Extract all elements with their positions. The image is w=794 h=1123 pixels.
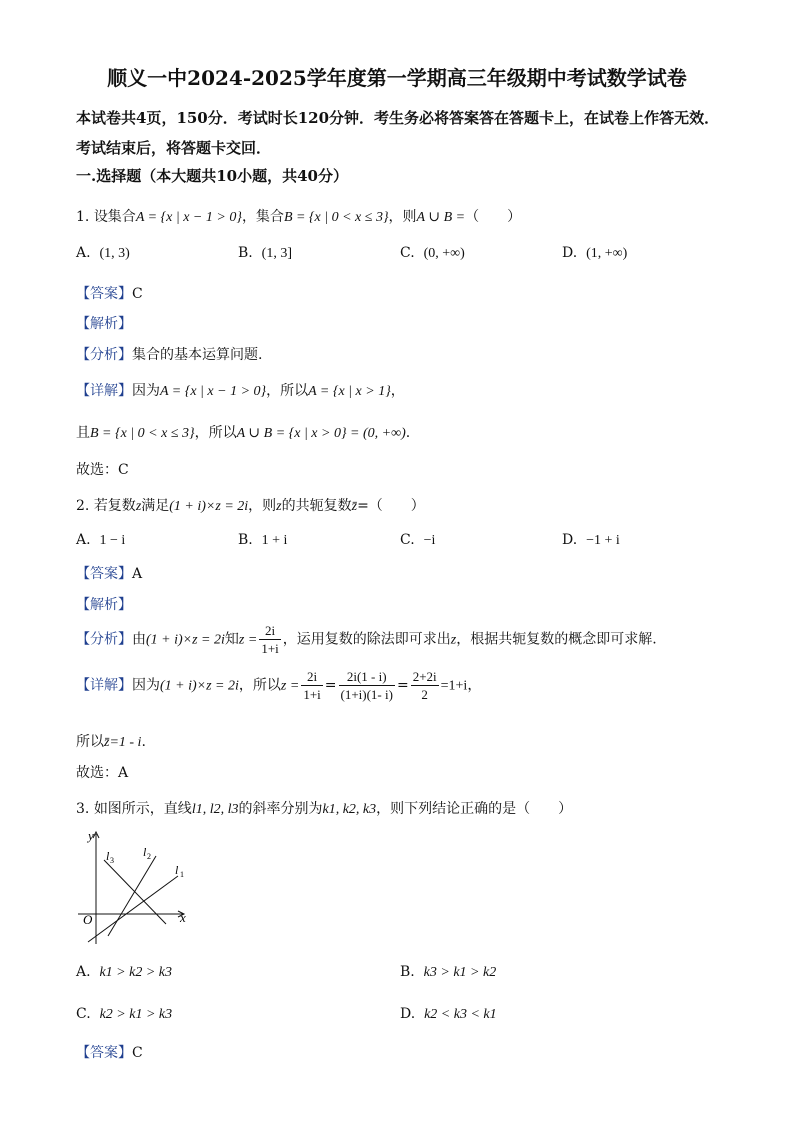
math-variable: z̄ <box>351 499 358 514</box>
option-value: (1, 3] <box>261 246 292 261</box>
option-d <box>562 245 627 262</box>
option-letter: C. <box>76 1006 91 1022</box>
question-text: 若复数 <box>93 498 136 514</box>
denominator: 1+i <box>261 641 279 656</box>
answer-line <box>76 563 142 583</box>
math-expression: A ∪ B = {x | x > 0} = (0, +∞) <box>236 426 406 441</box>
option-c <box>400 532 435 549</box>
fenxi-label: 【分析】 <box>76 631 132 648</box>
detail-text: ，所以 <box>238 677 281 694</box>
option-a <box>76 964 172 981</box>
detail-text: 且 <box>76 425 90 441</box>
option-letter: D. <box>562 532 578 548</box>
answer-value: C <box>132 286 143 302</box>
fenxi-line <box>76 622 657 657</box>
question-text: 设集合 <box>93 209 136 225</box>
union-expression: A ∪ B = <box>416 210 466 225</box>
fenxi-label: 【分析】 <box>76 347 132 363</box>
answer-line <box>76 283 143 303</box>
choice-line <box>76 762 128 782</box>
detail-text: ，所以 <box>194 425 237 441</box>
math-variable: z <box>450 632 457 648</box>
line-l2-subscript: 2 <box>147 852 151 861</box>
question-number: 1. <box>76 209 90 225</box>
fenxi-text: 知 <box>224 631 239 648</box>
math-expression: =1+i <box>440 678 468 694</box>
option-value: −i <box>423 533 436 548</box>
question-text: ，集合 <box>241 209 284 225</box>
detail-text: ，所以 <box>266 383 309 399</box>
question-text: =（ ） <box>357 498 425 514</box>
math-expression: k1, k2, k3 <box>322 802 377 817</box>
option-d <box>562 532 620 549</box>
answer-label: 【答案】 <box>76 1045 132 1061</box>
analysis-label: 【解析】 <box>76 597 132 613</box>
math-expression: z = <box>238 632 258 648</box>
numerator: 2i(1 - i) <box>339 668 395 686</box>
detail-line-2 <box>76 422 410 442</box>
answer-line <box>76 1042 143 1062</box>
choice-label: 故选： <box>76 765 118 781</box>
option-value: k1 > k2 > k3 <box>99 965 173 980</box>
question-text: 的斜率分别为 <box>238 801 323 817</box>
math-expression: (1 + i)×z = 2i <box>146 632 225 648</box>
option-letter: D. <box>400 1006 416 1022</box>
math-variable: z <box>135 499 142 514</box>
question-text: 的共轭复数 <box>281 498 352 514</box>
math-expression: l1, l2, l3 <box>191 802 239 817</box>
question-text: 满足 <box>141 498 170 514</box>
fenxi-text: 集合的基本运算问题. <box>132 347 263 363</box>
option-d <box>400 1006 497 1023</box>
choice-value: C <box>118 462 129 478</box>
math-variable: z <box>276 499 282 514</box>
option-letter: C. <box>400 245 415 261</box>
lines-figure <box>74 826 194 950</box>
option-letter: B. <box>400 964 415 980</box>
question-text: ，则下列结论正确的是（ ） <box>376 801 573 817</box>
question-text: ，则 <box>248 498 277 514</box>
line-l1-subscript: 1 <box>180 870 184 879</box>
option-letter: B. <box>238 245 253 261</box>
detail-text: ， <box>467 677 482 694</box>
option-value: k3 > k1 > k2 <box>423 965 497 980</box>
answer-value: C <box>132 1045 143 1061</box>
detail-label: 【详解】 <box>76 383 132 399</box>
option-letter: A. <box>76 245 91 261</box>
option-letter: D. <box>562 245 578 261</box>
answer-label: 【答案】 <box>76 286 132 302</box>
math-expression: z = <box>280 678 300 694</box>
fraction <box>259 622 280 657</box>
option-value: k2 > k1 > k3 <box>99 1007 173 1022</box>
denominator: 2 <box>421 687 428 702</box>
line-l1 <box>88 876 178 942</box>
set-a-definition: A = {x | x − 1 > 0} <box>135 210 242 225</box>
question-number: 2. <box>76 498 90 514</box>
question-number: 3. <box>76 801 90 817</box>
origin-label: O <box>83 912 93 927</box>
option-b <box>238 532 287 549</box>
option-c <box>76 1006 172 1023</box>
fraction <box>339 668 395 703</box>
detail-label: 【详解】 <box>76 677 132 694</box>
analysis-label: 【解析】 <box>76 316 132 332</box>
line-l1-label: l <box>175 863 179 877</box>
option-value: 1 − i <box>99 533 126 548</box>
fenxi-line <box>76 344 262 364</box>
math-expression: A = {x | x − 1 > 0} <box>160 384 267 399</box>
math-expression: (1 + i)×z = 2i <box>169 499 249 514</box>
detail-text: 因为 <box>132 383 160 399</box>
math-expression: (1 + i)×z = 2i <box>160 678 239 694</box>
math-expression: B = {x | 0 < x ≤ 3} <box>90 426 195 441</box>
y-axis-label: y <box>88 828 94 843</box>
page-title: 顺义一中2024-2025学年度第一学期高三年级期中考试数学试卷 <box>107 66 687 90</box>
denominator: 1+i <box>303 687 321 702</box>
option-value: k2 < k3 < k1 <box>424 1007 497 1022</box>
choice-value: A <box>118 765 129 781</box>
detail-line: 【详解】因为(1 + i)×z = 2i，所以z = $\frac{2i}{1+i}$ = $\frac{2i(1 - i)}{(1+i)(1- i)}$ = $\frac{2+2i}{2}$ =1+i， <box>76 669 482 702</box>
option-letter: A. <box>76 532 91 548</box>
numerator: 2i <box>301 668 322 686</box>
line-l3-label: l <box>106 849 110 863</box>
option-value: −1 + i <box>586 533 620 548</box>
answer-value: A <box>132 566 143 582</box>
exam-instructions: 本试卷共4页，150分．考试时长120分钟．考生务必将答案答在答题卡上，在试卷上作答无效．考试结束后，将答题卡交回． <box>76 109 720 157</box>
set-b-definition: B = {x | 0 < x ≤ 3} <box>283 210 389 225</box>
detail-text: 所以 <box>76 734 104 750</box>
option-b <box>238 245 292 262</box>
math-expression: z̄=1 - i <box>104 735 142 750</box>
fenxi-text: 由 <box>132 631 146 648</box>
line-l2-label: l <box>143 845 147 859</box>
fenxi-text: ，运用复数的除法即可求出 <box>282 631 451 648</box>
denominator: (1+i)(1- i) <box>340 687 393 702</box>
question-1-stem <box>76 206 521 226</box>
math-expression: A = {x | x > 1} <box>308 384 391 399</box>
fraction <box>301 668 322 703</box>
line-l3-subscript: 3 <box>110 856 114 865</box>
question-text: ，则 <box>388 209 417 225</box>
option-a <box>76 532 125 549</box>
detail-text: ， <box>390 383 405 399</box>
option-letter: C. <box>400 532 415 548</box>
question-2-stem <box>76 495 425 515</box>
detail-line-1 <box>76 380 405 400</box>
option-b <box>400 964 496 981</box>
section-heading: 一.选择题（本大题共10小题，共40分） <box>76 167 348 185</box>
option-value: (0, +∞) <box>423 246 465 261</box>
question-3-stem <box>76 798 572 818</box>
option-value: (1, +∞) <box>586 246 628 261</box>
conclusion-line <box>76 731 146 751</box>
detail-text: . <box>405 425 411 441</box>
x-axis-label: x <box>180 910 186 925</box>
answer-label: 【答案】 <box>76 566 132 582</box>
option-value: (1, 3) <box>99 246 130 261</box>
option-letter: B. <box>238 532 253 548</box>
option-letter: A. <box>76 964 91 980</box>
option-c <box>400 245 465 262</box>
detail-text: . <box>141 734 146 750</box>
choice-label: 故选： <box>76 462 118 478</box>
question-text: （ ） <box>465 209 522 225</box>
option-a <box>76 245 130 262</box>
option-value: 1 + i <box>261 533 288 548</box>
fraction <box>411 668 439 703</box>
choice-line <box>76 459 129 479</box>
detail-text: 因为 <box>132 677 160 694</box>
line-l2 <box>108 856 156 936</box>
question-text: 如图所示，直线 <box>93 801 192 817</box>
fenxi-text: ，根据共轭复数的概念即可求解. <box>456 631 657 648</box>
numerator: 2i <box>259 622 280 640</box>
numerator: 2+2i <box>412 669 437 684</box>
